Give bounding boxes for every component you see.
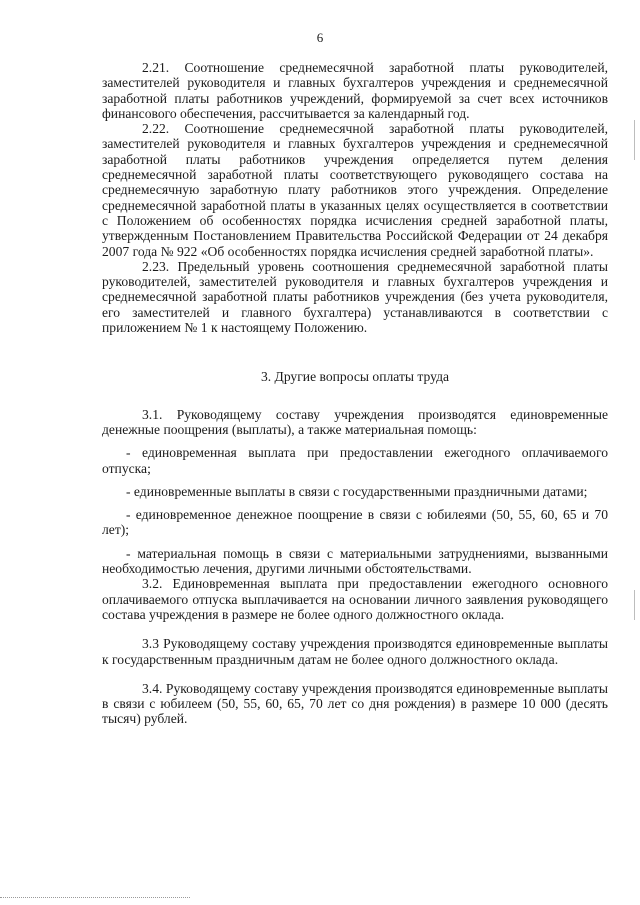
paragraph-2-21: 2.21. Соотношение среднемесячной заработной платы руководителей, заместителей руководителя и главных бухгалтеров учреждения и среднемесячной заработной платы работников учреждений, формируемой за счет всех источников финансового обеспечения, рассчитывается за календарный год. bbox=[102, 60, 608, 121]
paragraph-2-22: 2.22. Соотношение среднемесячной заработной платы руководителей, заместителей руководителя и главных бухгалтеров учреждения и среднемесячной заработной платы работников учреждения определяется путем деления среднемесячной заработной платы соответствующего руководящего состава на среднемесячную заработную плату работников этого учреждения. Определение среднемесячной заработной платы в указанных целях осуществляется в соответствии с Положением об особенностях порядка исчисления средней заработной платы, утвержденным Постановлением Правительства Российской Федерации от 24 декабря 2007 года № 922 «Об особенностях порядка исчисления средней заработной платы». bbox=[102, 121, 608, 259]
page-number: 6 bbox=[316, 30, 324, 45]
paragraph-3-3: 3.3 Руководящему составу учреждения производятся единовременные выплаты к государственным праздничным датам не более одного должностного оклада. bbox=[102, 636, 608, 667]
scan-edge-mark bbox=[634, 120, 635, 160]
paragraph-3-2: 3.2. Единовременная выплата при предоставлении ежегодного основного оплачиваемого отпуска выплачивается на основании личного заявления руководящего состава учреждения в размере не более одного должностного оклада. bbox=[102, 576, 608, 622]
paragraph-3-4: 3.4. Руководящему составу учреждения производятся единовременные выплаты в связи с юбилеем (50, 55, 60, 65, 70 лет со дня рождения) в размере 10 000 (десять тысяч) рублей. bbox=[102, 680, 608, 727]
document-body bbox=[102, 60, 608, 727]
paragraph-2-23: 2.23. Предельный уровень соотношения среднемесячной заработной платы руководителей, заместителей руководителя и главных бухгалтеров учреждения и среднемесячной заработной платы работников учреждения (без учета руководителя, его заместителей и главного бухгалтера) устанавливаются в соответствии с приложением № 1 к настоящему Положению. bbox=[102, 258, 608, 336]
list-item-jubilee-bonus: - единовременное денежное поощрение в связи с юбилеями (50, 55, 60, 65 и 70 лет); bbox=[102, 507, 608, 538]
list-item-vacation-payment: - единовременная выплата при предоставлении ежегодного оплачиваемого отпуска; bbox=[102, 445, 608, 476]
scan-edge-mark bbox=[634, 590, 635, 620]
list-item-material-aid: - материальная помощь в связи с материальными затруднениями, вызванными необходимостью лечения, другими личными обстоятельствами. bbox=[102, 545, 608, 577]
scan-bottom-edge bbox=[0, 897, 190, 898]
section-heading: 3. Другие вопросы оплаты труда bbox=[260, 369, 450, 385]
list-item-holiday-payments: - единовременные выплаты в связи с государственными праздничными датами; bbox=[126, 483, 588, 499]
paragraph-3-1: 3.1. Руководящему составу учреждения производятся единовременные денежные поощрения (выплаты), а также материальная помощь: bbox=[102, 406, 608, 437]
